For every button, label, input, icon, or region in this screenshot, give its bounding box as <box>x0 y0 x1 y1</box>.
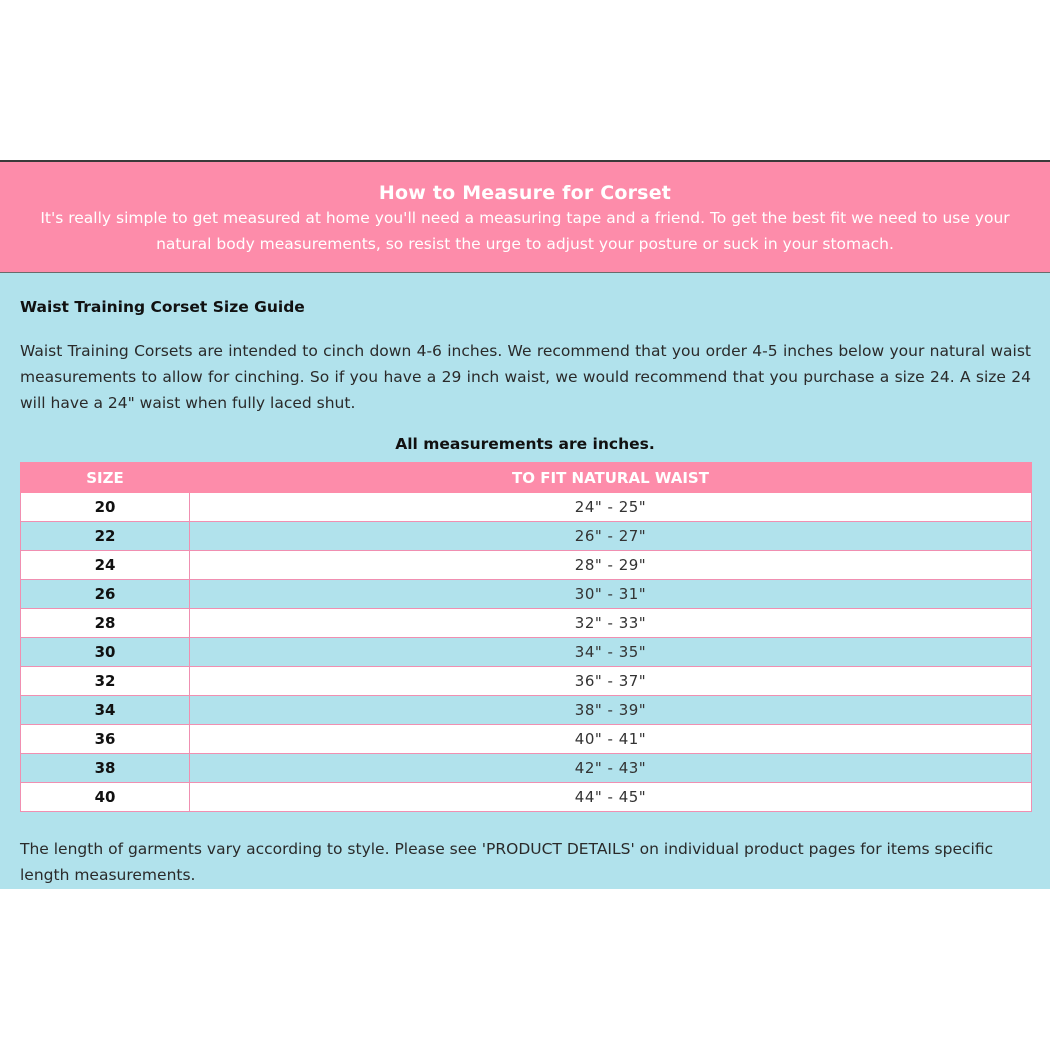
waist-cell: 32" - 33" <box>190 609 1032 638</box>
table-row <box>21 783 1032 812</box>
size-guide-panel <box>0 160 1050 889</box>
size-cell: 26 <box>21 580 190 609</box>
waist-cell: 30" - 31" <box>190 580 1032 609</box>
measure-header <box>0 162 1050 273</box>
header-title: How to Measure for Corset <box>378 182 672 204</box>
table-row <box>21 725 1032 754</box>
guide-title: Waist Training Corset Size Guide <box>20 298 305 316</box>
size-cell: 20 <box>21 493 190 522</box>
waist-cell: 38" - 39" <box>190 696 1032 725</box>
size-table <box>20 462 1032 812</box>
size-cell: 22 <box>21 522 190 551</box>
size-cell: 24 <box>21 551 190 580</box>
column-header-waist: TO FIT NATURAL WAIST <box>190 463 1032 493</box>
table-row <box>21 667 1032 696</box>
table-row <box>21 638 1032 667</box>
size-cell: 38 <box>21 754 190 783</box>
table-row <box>21 696 1032 725</box>
waist-cell: 36" - 37" <box>190 667 1032 696</box>
table-header-row <box>21 463 1032 493</box>
waist-cell: 24" - 25" <box>190 493 1032 522</box>
waist-cell: 34" - 35" <box>190 638 1032 667</box>
waist-cell: 28" - 29" <box>190 551 1032 580</box>
size-cell: 36 <box>21 725 190 754</box>
header-text: It's really simple to get measured at home you'll need a measuring tape and a friend. To get the best fit we need to use your natural body measurements, so resist the urge to adjust your posture or suck in your stomach. <box>40 209 1010 253</box>
waist-cell: 26" - 27" <box>190 522 1032 551</box>
guide-intro: Waist Training Corsets are intended to cinch down 4-6 inches. We recommend that you order 4-5 inches below your natural waist measurements to allow for cinching. So if you have a 29 inch waist, we would recommend that you purchase a size 24. A size 24 will have a 24" waist when fully laced shut. <box>20 342 1031 412</box>
table-row <box>21 580 1032 609</box>
size-cell: 28 <box>21 609 190 638</box>
table-row <box>21 522 1032 551</box>
units-note: All measurements are inches. <box>395 435 655 453</box>
table-row <box>21 551 1032 580</box>
waist-cell: 42" - 43" <box>190 754 1032 783</box>
waist-cell: 40" - 41" <box>190 725 1032 754</box>
size-cell: 30 <box>21 638 190 667</box>
size-cell: 40 <box>21 783 190 812</box>
table-row <box>21 754 1032 783</box>
waist-cell: 44" - 45" <box>190 783 1032 812</box>
table-row <box>21 493 1032 522</box>
table-row <box>21 609 1032 638</box>
column-header-size: SIZE <box>21 463 190 493</box>
footer-note: The length of garments vary according to style. Please see 'PRODUCT DETAILS' on individual product pages for items specific length measurements. <box>20 840 994 884</box>
size-cell: 34 <box>21 696 190 725</box>
size-cell: 32 <box>21 667 190 696</box>
